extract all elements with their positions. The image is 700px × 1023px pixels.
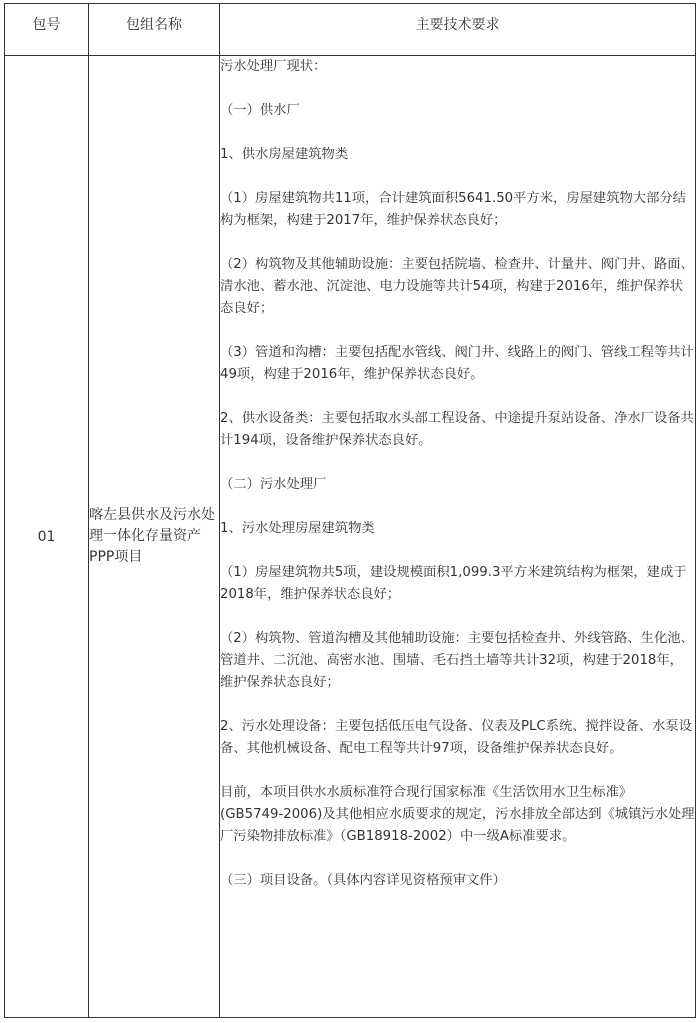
requirement-paragraph: 污水处理厂现状： [220, 59, 327, 74]
requirement-paragraph: 目前，本项目供水水质标准符合现行国家标准《生活饮用水卫生标准》(GB5749-2006)及其他相应水质要求的规定，污水排放全部达到《城镇污水处理厂污染物排放标准》（GB18918-2002）中一级A标准要求。 [220, 785, 695, 844]
package-no-cell: 01 [5, 56, 89, 1018]
requirement-paragraph: （三）项目设备。（具体内容详见资格预审文件） [220, 873, 506, 888]
requirement-paragraph: （1）房屋建筑物共11项，合计建筑面积5641.50平方米，房屋建筑物大部分结构为框架，构建于2017年，维护保养状态良好； [220, 191, 686, 228]
requirement-paragraph: （1）房屋建筑物共5项，建设规模面积1,099.3平方米建筑结构为框架，建成于2018年，维护保养状态良好； [220, 565, 687, 602]
header-package-no: 包号 [5, 4, 89, 56]
requirement-paragraph: （3）管道和沟槽：主要包括配水管线、阀门井、线路上的阀门、管线工程等共计49项，构建于2016年，维护保养状态良好。 [220, 345, 694, 382]
requirements-cell [220, 56, 696, 1018]
requirement-paragraph: （2）构筑物及其他辅助设施：主要包括院墙、检查井、计量井、阀门井、路面、清水池、蓄水池、沉淀池、电力设施等共计54项，构建于2016年，维护保养状态良好； [220, 257, 694, 316]
header-requirements: 主要技术要求 [220, 4, 696, 56]
requirement-paragraph: （二）污水处理厂 [220, 477, 327, 492]
requirements-table [4, 3, 696, 1018]
requirement-paragraph: 1、供水房屋建筑物类 [220, 147, 349, 162]
requirement-paragraph: （一）供水厂 [220, 103, 300, 118]
requirement-paragraph: （2）构筑物、管道沟槽及其他辅助设施：主要包括检查井、外线管路、生化池、管道井、二沉池、高密水池、围墙、毛石挡土墙等共计32项，构建于2018年，维护保养状态良好； [220, 631, 694, 690]
package-name-cell: 喀左县供水及污水处理一体化存量资产PPP项目 [89, 56, 220, 1018]
table-header-row [5, 4, 696, 56]
requirement-paragraph: 2、污水处理设备：主要包括低压电气设备、仪表及PLC系统、搅拌设备、水泵设备、其他机械设备、配电工程等共计97项，设备维护保养状态良好。 [220, 719, 692, 756]
header-package-name: 包组名称 [89, 4, 220, 56]
table-row [5, 56, 696, 1018]
requirement-paragraph: 1、污水处理房屋建筑物类 [220, 521, 375, 536]
requirement-paragraph: 2、供水设备类：主要包括取水头部工程设备、中途提升泵站设备、净水厂设备共计194项，设备维护保养状态良好。 [220, 411, 694, 448]
